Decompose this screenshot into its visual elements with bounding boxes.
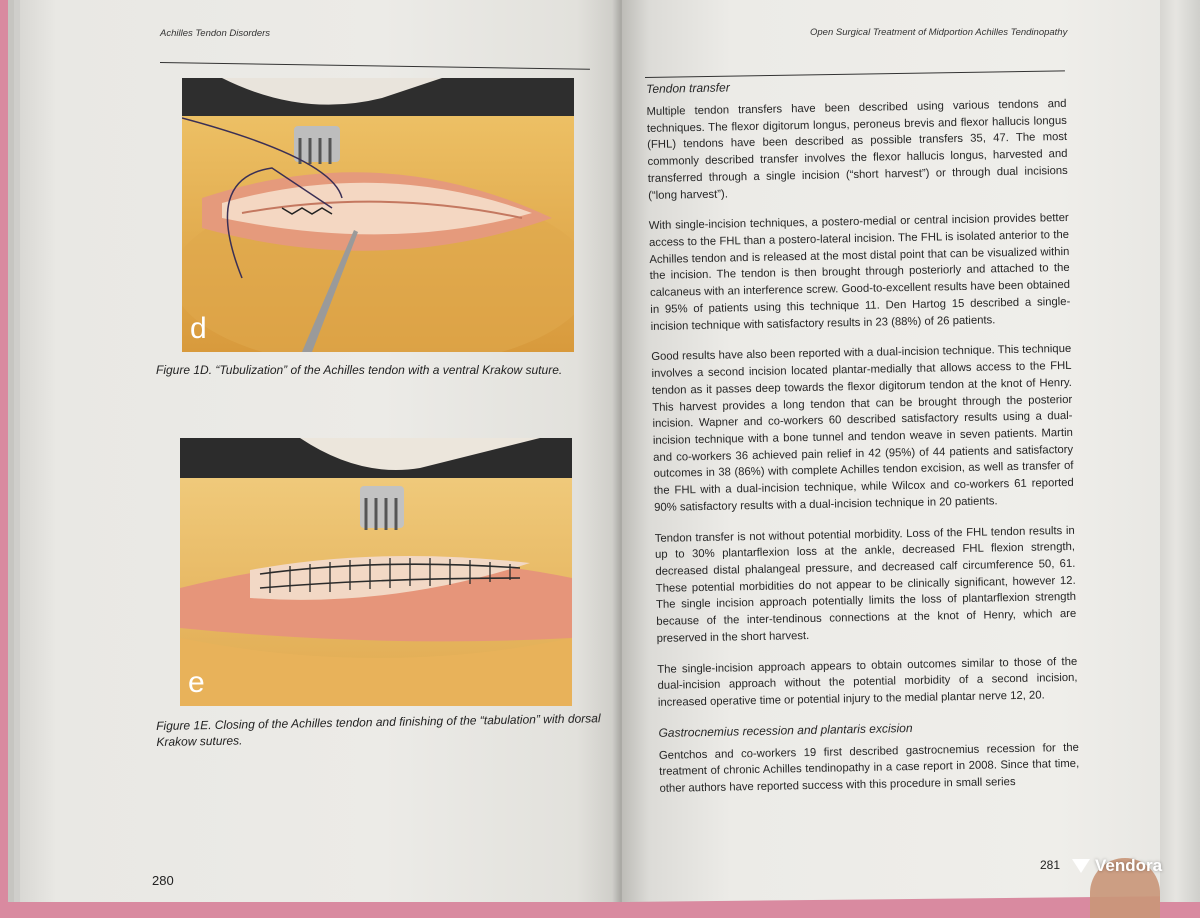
figure-d-label: d — [190, 312, 207, 345]
vendora-watermark — [1072, 856, 1162, 876]
paragraph: Good results have also been reported with a dual-incision technique. This technique involves a second incision located plantar-medially that allows access to the FHL tendon as it passes deep towards the flexor digitorum tendon at the knot of Henry. This harvest provides a long tendon that can be brought through the posterior incision. Wapner and co-workers 60 described satisfactory results using a dual-incision technique with a bone tunnel and tendon weave in seven patients. Martin and co-workers 36 achieved pain relief in 42 (95%) of 44 patients and satisfactory outcomes in 38 (86%) with complete Achilles tendon excision, as well as transfer of the FHL with a dual-incision technique, while Wilcox and co-workers 61 reported 90% satisfactory results with a dual-incision technique in 20 patients. — [651, 343, 1074, 514]
paragraph: Tendon transfer is not without potential morbidity. Loss of the FHL tendon results in up to 30% plantarflexion loss at the ankle, decreased FHL flexion strength, decreased distal phalangeal pressure, and decreased calf circumference 50, 61. These potential morbidities do not appear to be clinically significant, however 12. The single incision approach potentially limits the loss of plantarflexion strength because of the inter-tendinous connections at the knot of Henry, which are preserved in the short harvest. — [654, 524, 1077, 645]
paragraph: The single-incision approach appears to obtain outcomes similar to those of the dual-incision approach without the potential morbidity of a second incision, increased operative time or potential injury to the medial plantar nerve 12, 20. — [657, 655, 1078, 709]
figure-e-photo — [180, 438, 572, 706]
figure-d-photo — [182, 78, 574, 352]
paragraph: With single-incision techniques, a postero-medial or central incision provides better access to the FHL than a postero-lateral incision. The FHL is isolated anterior to the Achilles tendon and is released at the most distal point that can be visualized within the incision. The tendon is then brought through posteriorly and attached to the calcaneus with an interference screw. Good-to-excellent results have been obtained in 95% of patients using this technique 11. Den Hartog 15 described a single-incision technique with satisfactory results in 23 (88%) of 26 patients. — [648, 212, 1071, 333]
section-title-tendon-transfer: Tendon transfer — [646, 80, 730, 96]
paragraph: Gentchos and co-workers 19 first described gastrocnemius recession for the treatment of chronic Achilles tendinopathy in a case report in 2008. Since that time, other authors have reported success with this procedure in small series — [658, 741, 1080, 796]
left-running-header: Achilles Tendon Disorders — [160, 28, 271, 39]
section-title-gastrocnemius: Gastrocnemius recession and plantaris excision — [658, 720, 913, 740]
figure-d-caption: Figure 1D. “Tubulization” of the Achilles tendon with a ventral Krakow suture. — [156, 363, 563, 377]
right-running-header: Open Surgical Treatment of Midportion Achilles Tendinopathy — [810, 27, 1068, 38]
paragraph: Multiple tendon transfers have been described using various tendons and techniques. The flexor digitorum longus, peroneus brevis and flexor hallucis longus (FHL) tendons have been described as possible transfers 35, 47. The most commonly described transfer involves the flexor hallucis longus, harvested and transferred through a single incision (“short harvest”) or through dual incisions (“long harvest”). — [646, 97, 1068, 202]
right-page-number: 281 — [1040, 858, 1061, 872]
figure-e-caption: Figure 1E. Closing of the Achilles tendon and finishing of the “tabulation” with dorsal Krakow sutures. — [156, 711, 601, 750]
watermark-text: Vendora — [1095, 856, 1163, 875]
right-text-column — [646, 74, 1080, 812]
page-edges — [1160, 0, 1200, 902]
figure-e-label: e — [188, 666, 205, 699]
left-page-number: 280 — [152, 873, 174, 888]
vendora-logo-icon — [1072, 859, 1090, 873]
